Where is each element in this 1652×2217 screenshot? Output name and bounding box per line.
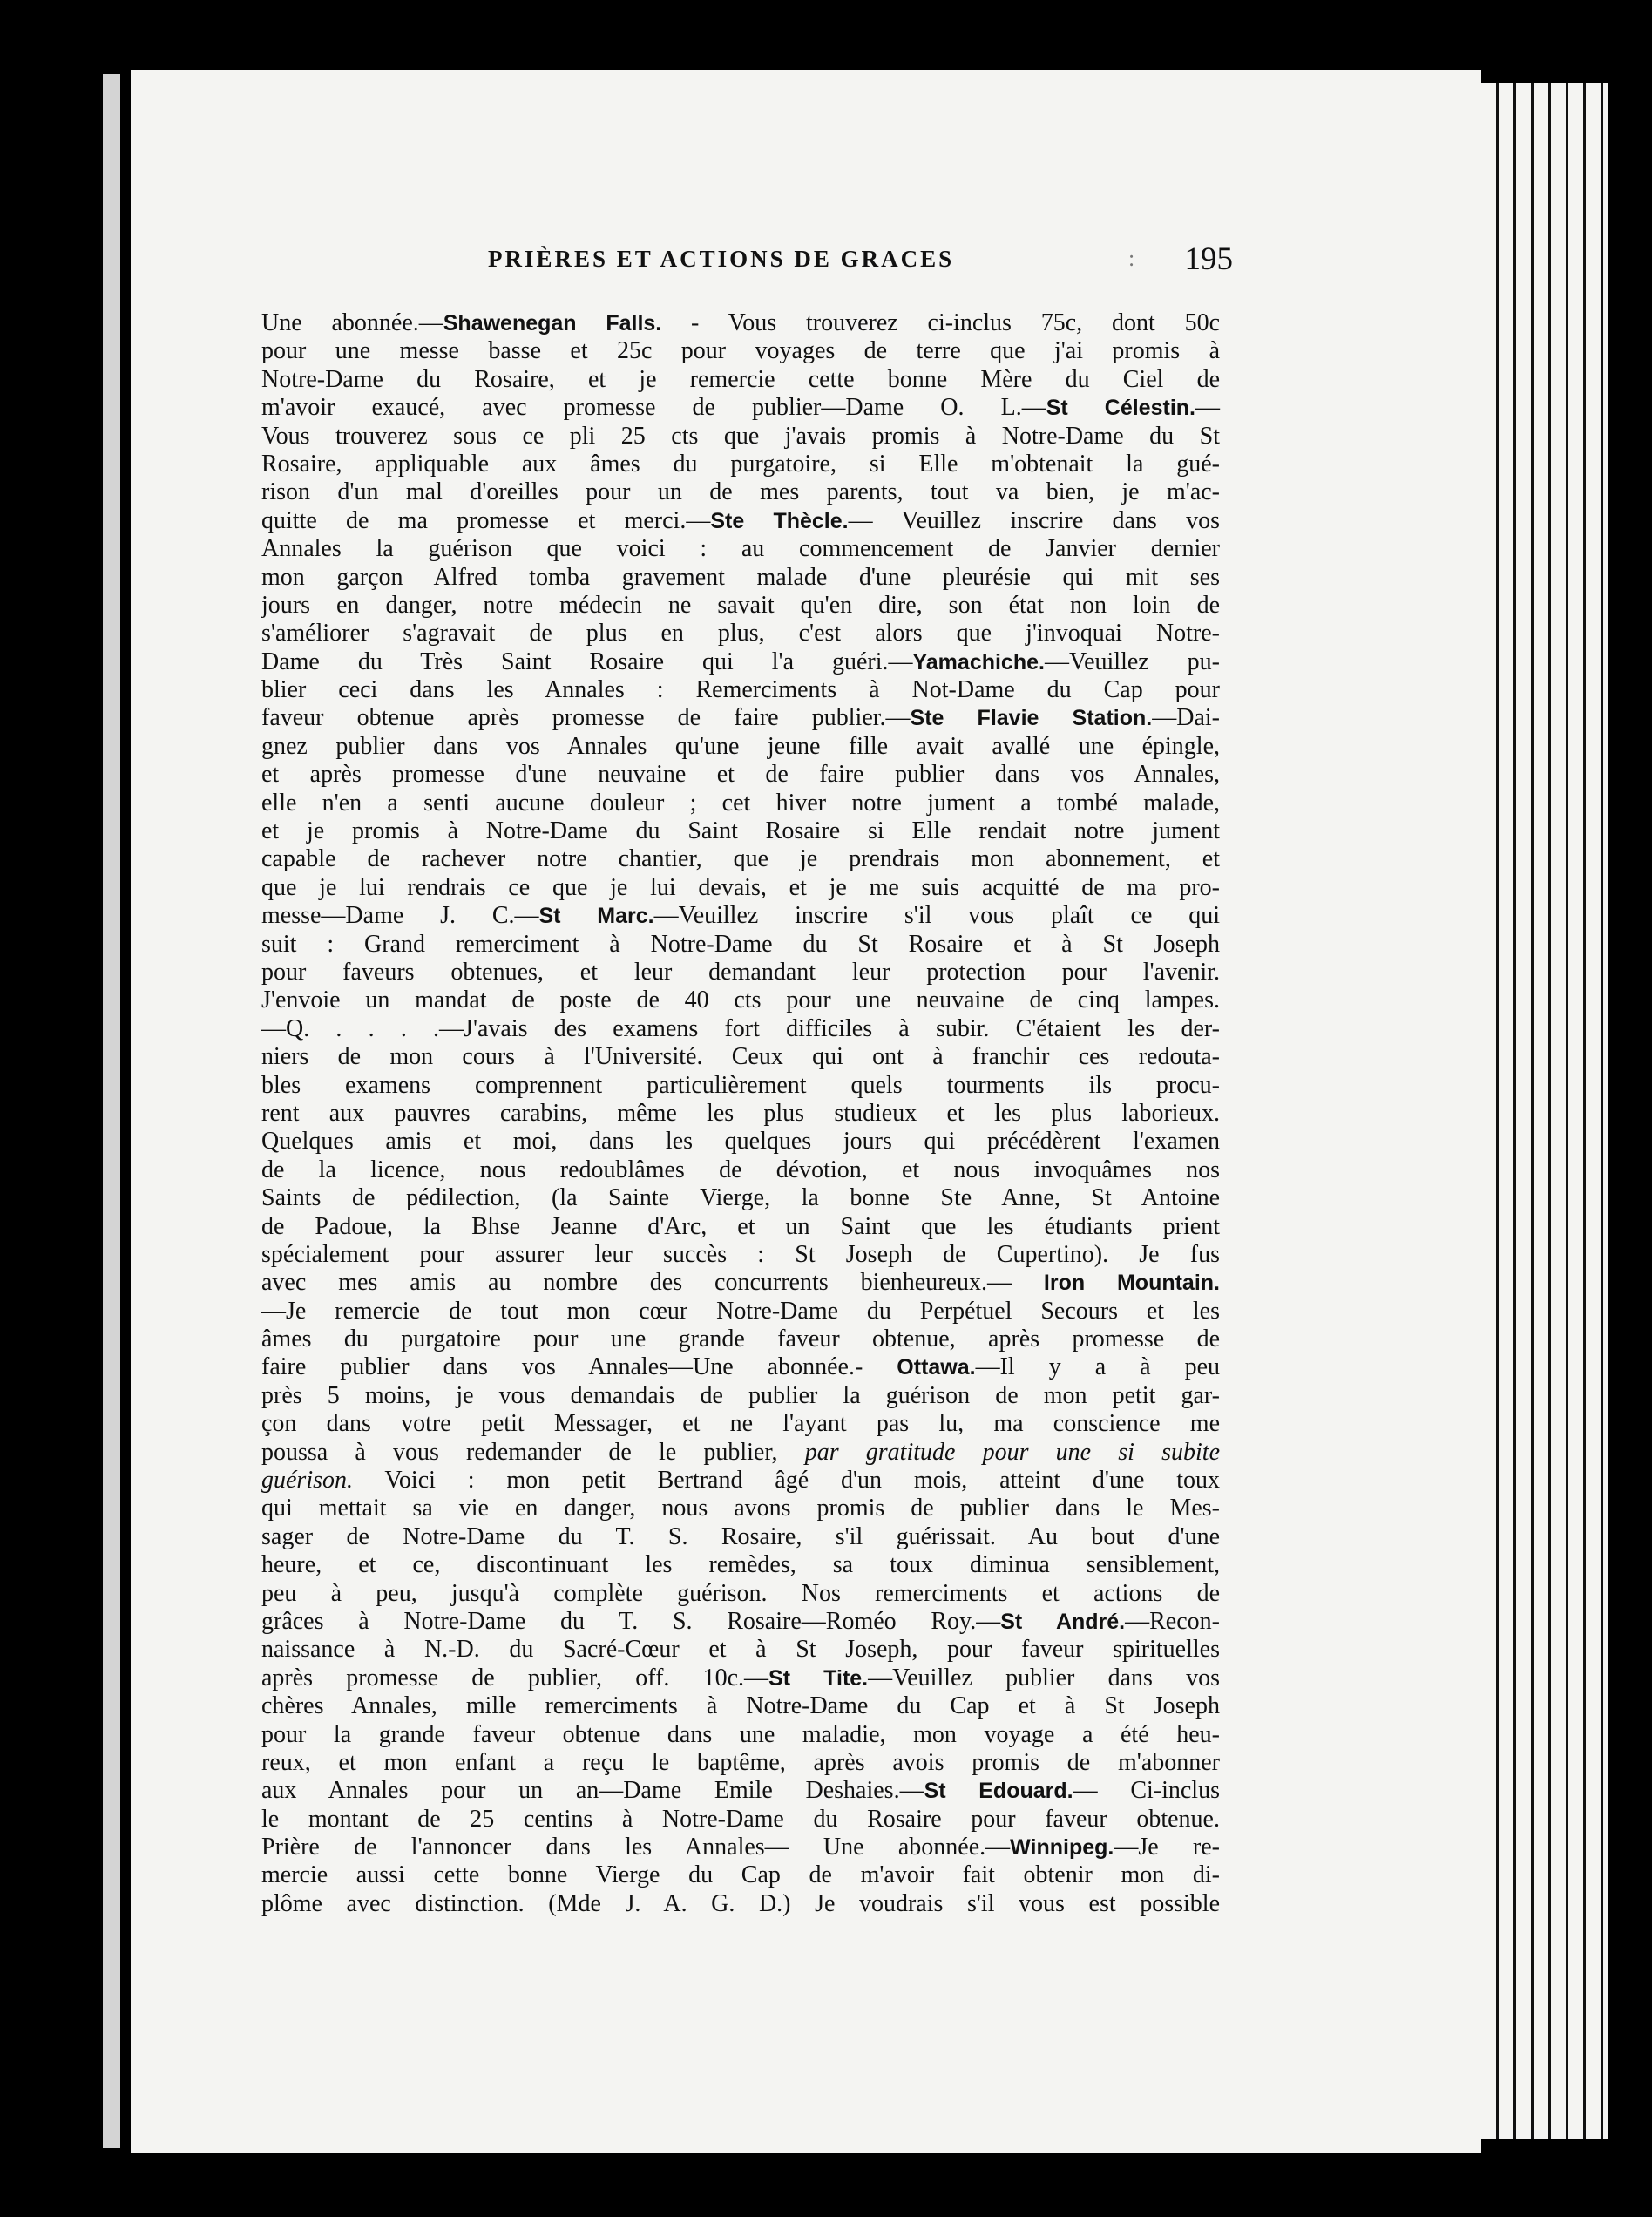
place-name: Iron Mountain. [1043,1271,1220,1296]
text-segment: pour la grande faveur obtenue dans une maladie, mon voyage a été heu- [261,1720,1220,1748]
text-line [261,1439,1220,1467]
text-segment: —Il y a à peu [975,1353,1220,1381]
text-line [261,931,1220,959]
text-segment: Annales la guérison que voici : au commencement de Janvier dernier [261,535,1220,563]
text-segment: poussa à vous redemander de le publier, [261,1438,805,1466]
text-line [261,959,1220,986]
text-segment: rent aux pauvres carabins, même les plus studieux et les plus laborieux. [261,1099,1220,1127]
italic-text: guérison. [261,1467,353,1495]
text-line [261,1834,1220,1861]
text-segment: mercie aussi cette bonne Vierge du Cap de m'avoir fait obtenir mon di- [261,1861,1220,1889]
text-line [261,1072,1220,1100]
text-line [261,1128,1220,1156]
text-segment: —Recon- [1125,1607,1220,1635]
text-segment: suit : Grand remerciment à Notre-Dame du St Rosaire et à St Joseph [261,930,1220,958]
text-line [261,676,1220,704]
text-segment: sager de Notre-Dame du T. S. Rosaire, s'il guérissait. Au bout d'une [261,1522,1220,1550]
text-line [261,507,1220,535]
text-segment: —Veuillez inscrire s'il vous plaît ce qui [653,902,1220,930]
text-segment: s'améliorer s'agravait de plus en plus, c'est alors que j'invoquai Notre- [261,620,1220,647]
text-segment: naissance à N.-D. du Sacré-Cœur et à St Joseph, pour faveur spirituelles [261,1636,1220,1664]
text-segment: faveur obtenue après promesse de faire publier.— [261,704,911,732]
text-line [261,592,1220,620]
text-segment: âmes du purgatoire pour une grande faveur obtenue, après promesse de [261,1325,1220,1353]
text-segment: de Padoue, la Bhse Jeanne d'Arc, et un Saint que les étudiants prient [261,1212,1220,1240]
text-line [261,1806,1220,1834]
text-segment: Prière de l'annoncer dans les Annales— Une abonnée.— [261,1834,1011,1861]
text-segment: avec mes amis au nombre des concurrents bienheureux.— [261,1269,1044,1297]
header-separator: : [1128,246,1135,271]
text-line [261,478,1220,506]
text-line [261,1777,1220,1805]
text-segment: - Vous trouverez ci-inclus 75c, dont 50c [661,309,1220,336]
text-line [261,1298,1220,1325]
text-segment: — [1195,394,1220,422]
text-segment: et après promesse d'une neuvaine et de faire publier dans vos Annales, [261,761,1220,789]
text-segment: elle n'en a senti aucune douleur ; cet hiver notre jument a tombé malade, [261,789,1220,817]
text-line [261,1664,1220,1692]
text-segment: niers de mon cours à l'Université. Ceux qui ont à franchir ces redouta- [261,1043,1220,1071]
text-segment: blier ceci dans les Annales : Remerciments à Not-Dame du Cap pour [261,676,1220,704]
text-segment: de la licence, nous redoublâmes de dévotion, et nous invoquâmes nos [261,1156,1220,1183]
text-segment: plôme avec distinction. (Mde J. A. G. D.) Je voudrais s'il vous est possible [261,1889,1220,1917]
place-name: Ottawa. [897,1355,976,1380]
text-segment: —Je re- [1114,1834,1221,1861]
text-segment: aux Annales pour un an—Dame Emile Deshaies.— [261,1777,924,1805]
text-line [261,337,1220,365]
body-text [261,309,1220,1918]
text-line [261,1043,1220,1071]
place-name: Yamachiche. [912,649,1045,675]
text-line [261,761,1220,789]
text-segment: —Veuillez pu- [1044,647,1220,675]
text-line [261,366,1220,394]
place-name: Ste Thècle. [710,508,849,533]
text-segment: rison d'un mal d'oreilles pour un de mes parents, tout va bien, je m'ac- [261,478,1220,506]
text-line [261,1523,1220,1551]
text-line [261,1269,1220,1297]
text-line [261,451,1220,478]
text-line [261,1325,1220,1353]
text-segment: quitte de ma promesse et merci.— [261,506,711,534]
text-line [261,535,1220,563]
place-name: St Tite. [768,1665,869,1691]
text-segment: Dame du Très Saint Rosaire qui l'a guéri.— [261,647,913,675]
place-name: St Marc. [538,904,654,929]
text-segment: — Veuillez inscrire dans vos [848,506,1220,534]
text-line [261,423,1220,451]
text-line [261,1608,1220,1636]
text-line [261,1861,1220,1889]
text-segment: pour une messe basse et 25c pour voyages de terre que j'ai promis à [261,337,1220,365]
text-segment: spécialement pour assurer leur succès : St Joseph de Cupertino). Je fus [261,1240,1220,1268]
text-segment: gnez publier dans vos Annales qu'une jeune fille avait avallé une épingle, [261,732,1220,760]
text-segment: —Je remercie de tout mon cœur Notre-Dame du Perpétuel Secours et les [261,1297,1220,1325]
text-line [261,1015,1220,1043]
text-segment: reux, et mon enfant a reçu le baptême, après avois promis de m'abonner [261,1748,1220,1776]
text-line [261,1495,1220,1522]
place-name: Shawenegan Falls. [443,311,662,336]
text-line [261,648,1220,676]
text-line [261,1100,1220,1128]
place-name: St Edouard. [924,1779,1073,1804]
text-segment: Quelques amis et moi, dans les quelques jours qui précédèrent l'examen [261,1128,1220,1156]
text-line [261,620,1220,647]
text-line [261,1749,1220,1777]
text-line [261,817,1220,845]
text-line [261,790,1220,817]
text-line [261,874,1220,902]
text-line [261,394,1220,422]
text-segment: Une abonnée.— [261,309,443,336]
text-segment: —Dai- [1152,704,1220,732]
text-segment: chères Annales, mille remerciments à Notre-Dame du Cap et à St Joseph [261,1692,1220,1720]
page-edges [1481,83,1608,2139]
text-line [261,902,1220,930]
text-line [261,1184,1220,1212]
text-line [261,1241,1220,1269]
text-line [261,1692,1220,1720]
running-title: PRIÈRES ET ACTIONS DE GRACES [488,246,955,272]
text-segment: Notre-Dame du Rosaire, et je remercie cette bonne Mère du Ciel de [261,365,1220,393]
text-segment: mon garçon Alfred tomba gravement malade d'une pleurésie qui mit ses [261,563,1220,591]
text-segment: que je lui rendrais ce que je lui devais, et je me suis acquitté de ma pro- [261,873,1220,901]
page-number: 195 [1184,241,1233,277]
text-segment: grâces à Notre-Dame du T. S. Rosaire—Roméo Roy.— [261,1607,1001,1635]
text-line [261,733,1220,761]
running-header [488,241,1255,281]
place-name: St Célestin. [1046,396,1195,421]
text-segment: bles examens comprennent particulièrement quels tourments ils procu- [261,1071,1220,1099]
text-segment: — Ci-inclus [1073,1777,1220,1805]
text-segment: çon dans votre petit Messager, et ne l'ayant pas lu, ma conscience me [261,1410,1220,1438]
left-gutter [0,0,131,2217]
text-segment: et je promis à Notre-Dame du Saint Rosaire si Elle rendait notre jument [261,817,1220,845]
text-segment: capable de rachever notre chantier, que je prendrais mon abonnement, et [261,845,1220,873]
text-line [261,1721,1220,1749]
text-line [261,1410,1220,1438]
text-segment: jours en danger, notre médecin ne savait qu'en dire, son état non loin de [261,591,1220,619]
place-name: Winnipeg. [1010,1835,1114,1861]
facing-page-edge [103,74,120,2148]
text-line [261,1213,1220,1241]
text-line [261,1156,1220,1184]
italic-text: par gratitude pour une si subite [804,1438,1220,1466]
text-line [261,1636,1220,1664]
text-segment: Saints de pédilection, (la Sainte Vierge, la bonne Ste Anne, St Antoine [261,1184,1220,1212]
text-segment: —Q. . . . .—J'avais des examens fort difficiles à subir. C'étaient les der- [261,1014,1220,1042]
text-segment: après promesse de publier, off. 10c.— [261,1664,769,1692]
text-line [261,704,1220,732]
place-name: St André. [1000,1609,1126,1634]
text-segment: faire publier dans vos Annales—Une abonnée.- [261,1353,897,1381]
text-segment: le montant de 25 centins à Notre-Dame du Rosaire pour faveur obtenue. [261,1805,1220,1833]
text-segment: pour faveurs obtenues, et leur demandant leur protection pour l'avenir. [261,958,1220,986]
text-line [261,564,1220,592]
text-segment: —Veuillez publier dans vos [868,1664,1220,1692]
text-line [261,1467,1220,1495]
text-segment: heure, et ce, discontinuant les remèdes, sa toux diminua sensiblement, [261,1551,1220,1579]
text-segment: peu à peu, jusqu'à complète guérison. Nos remerciments et actions de [261,1579,1220,1607]
text-line [261,1890,1220,1918]
text-line [261,986,1220,1014]
text-segment: J'envoie un mandat de poste de 40 cts pour une neuvaine de cinq lampes. [261,986,1220,1014]
text-segment: Rosaire, appliquable aux âmes du purgatoire, si Elle m'obtenait la gué- [261,450,1220,478]
place-name: Ste Flavie Station. [910,706,1153,731]
text-segment: m'avoir exaucé, avec promesse de publier—Dame O. L.— [261,394,1046,422]
text-line [261,845,1220,873]
text-segment: Vous trouverez sous ce pli 25 cts que j'avais promis à Notre-Dame du St [261,422,1220,450]
text-line [261,1382,1220,1410]
text-segment: près 5 moins, je vous demandais de publier la guérison de mon petit gar- [261,1381,1220,1409]
text-segment: qui mettait sa vie en danger, nous avons promis de publier dans le Mes- [261,1495,1220,1522]
text-segment: messe—Dame J. C.— [261,902,539,930]
text-line [261,1551,1220,1579]
text-segment: Voici : mon petit Bertrand âgé d'un mois, atteint d'une toux [353,1467,1220,1495]
text-line [261,1353,1220,1381]
text-line [261,1580,1220,1608]
text-line [261,309,1220,337]
